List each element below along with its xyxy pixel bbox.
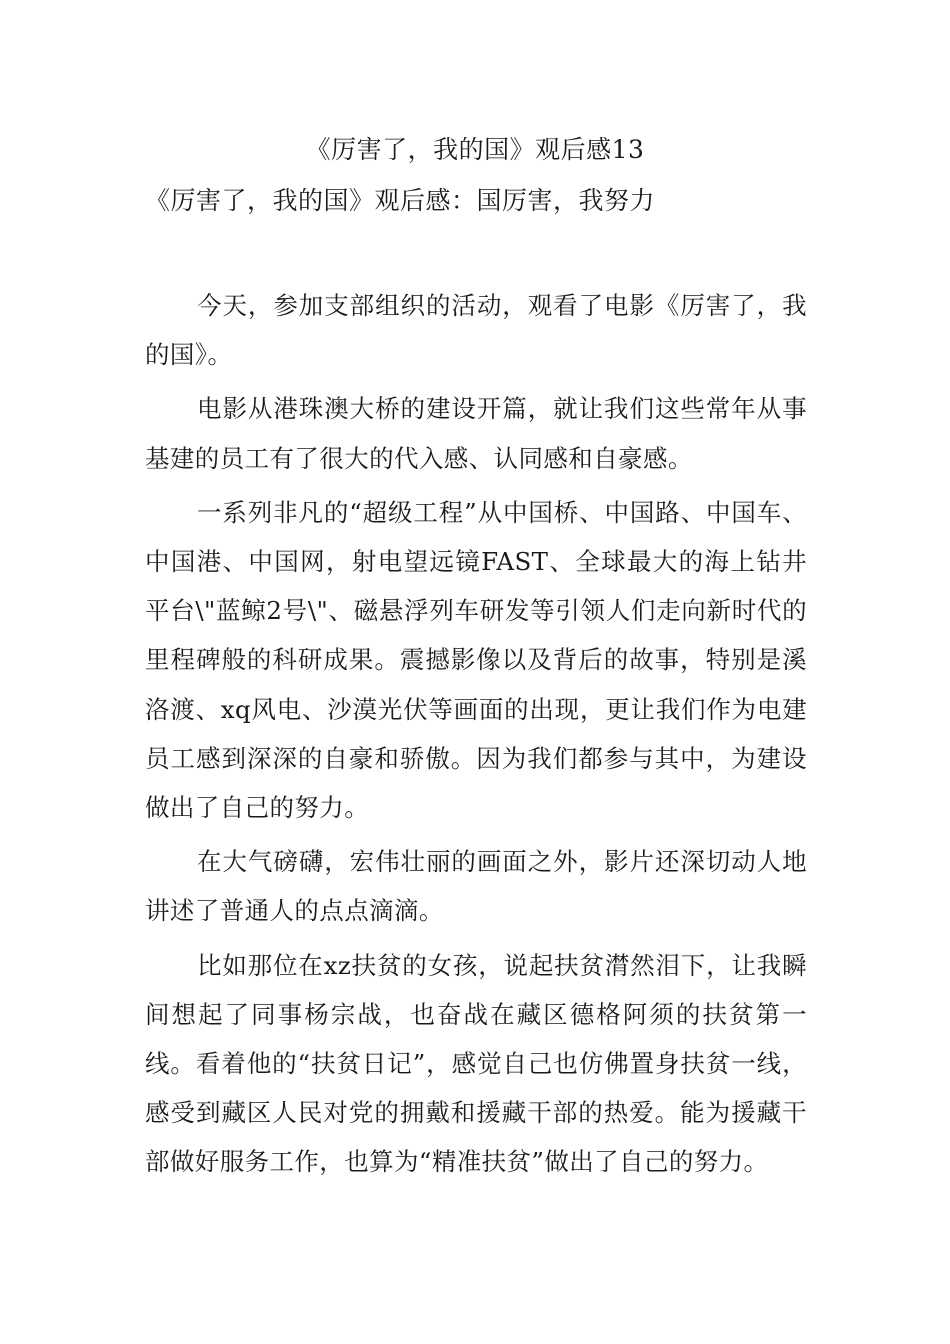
paragraph: 比如那位在xz扶贫的女孩，说起扶贫潸然泪下，让我瞬间想起了同事杨宗战，也奋战在藏区德格阿须的扶贫第一线。看着他的“扶贫日记”，感觉自己也仿佛置身扶贫一线，感受到藏区人民对党的拥戴和援藏干部的热爱。能为援藏干部做好服务工作，也算为“精准扶贫”做出了自己的努力。 <box>145 950 807 1177</box>
paragraph: 一系列非凡的“超级工程”从中国桥、中国路、中国车、中国港、中国网，射电望远镜FAST、全球最大的海上钻井平台\"蓝鲸2号\"、磁悬浮列车研发等引领人们走向新时代的里程碑般的科研成果。震撼影像以及背后的故事，特别是溪洛渡、xq风电、沙漠光伏等画面的出现，更让我们作为电建员工感到深深的自豪和骄傲。因为我们都参与其中，为建设做出了自己的努力。 <box>145 497 807 823</box>
document-title: 《厉害了，我的国》观后感13 <box>305 135 645 164</box>
paragraph: 今天，参加支部组织的活动，观看了电影《厉害了，我的国》。 <box>145 291 807 370</box>
paragraph: 在大气磅礴，宏伟壮丽的画面之外，影片还深切动人地讲述了普通人的点点滴滴。 <box>145 847 807 926</box>
document-subtitle: 《厉害了，我的国》观后感：国厉害，我努力 <box>145 186 656 215</box>
paragraph: 电影从港珠澳大桥的建设开篇，就让我们这些常年从事基建的员工有了很大的代入感、认同感和自豪感。 <box>145 394 807 473</box>
document-body <box>145 281 807 1192</box>
